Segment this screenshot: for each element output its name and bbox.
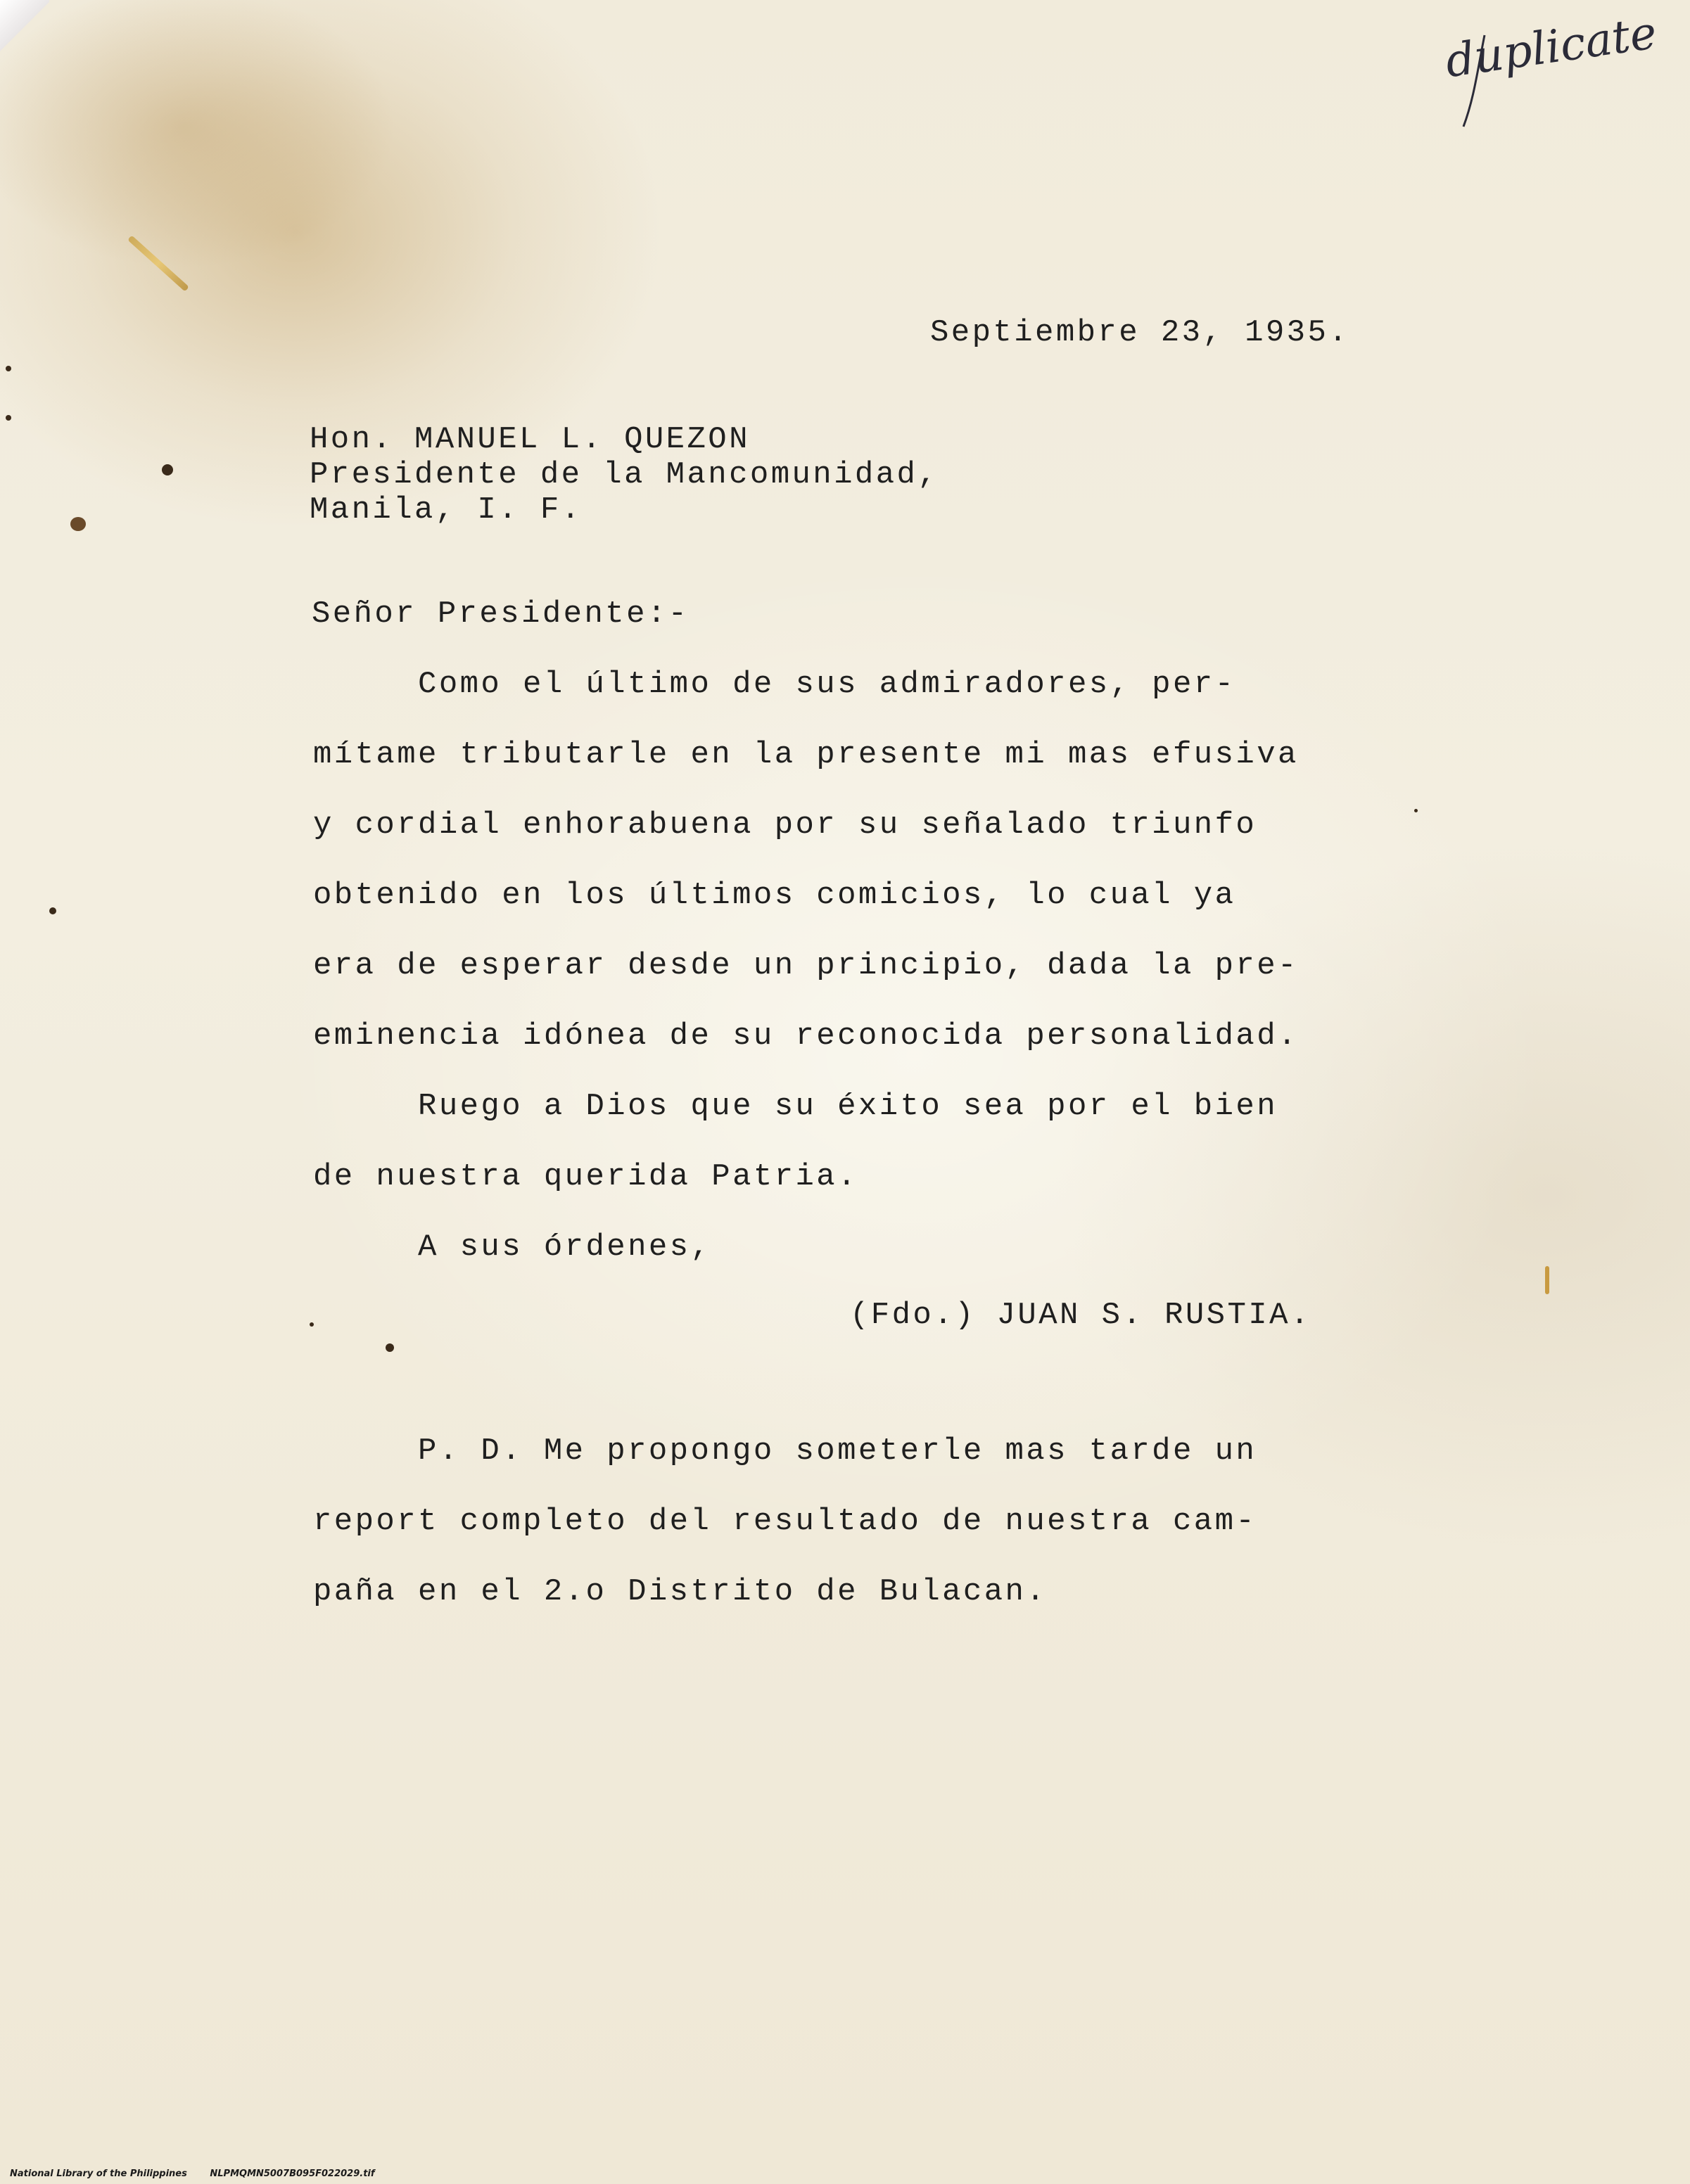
body-line: Como el último de sus admiradores, per- bbox=[313, 667, 1236, 702]
body-line: eminencia idónea de su reconocida personalidad. bbox=[313, 1018, 1299, 1054]
body-line: era de esperar desde un principio, dada la pre- bbox=[313, 948, 1299, 983]
paper-fiber bbox=[127, 235, 189, 291]
paper-speck bbox=[49, 907, 56, 914]
footer-file-id: NLPMQMN5007B095F022029.tif bbox=[210, 2169, 375, 2179]
signature: (Fdo.) JUAN S. RUSTIA. bbox=[850, 1298, 1311, 1333]
body-line: A sus órdenes, bbox=[313, 1230, 712, 1265]
letter-date: Septiembre 23, 1935. bbox=[930, 315, 1350, 350]
salutation: Señor Presidente:- bbox=[312, 596, 690, 632]
paper-speck bbox=[1414, 809, 1418, 812]
recipient-title: Presidente de la Mancomunidad, bbox=[310, 457, 939, 492]
recipient-location: Manila, I. F. bbox=[310, 492, 583, 528]
body-line: de nuestra querida Patria. bbox=[313, 1159, 858, 1194]
handwritten-duplicate-note: duplicate bbox=[1442, 7, 1660, 89]
paper-speck bbox=[70, 517, 86, 531]
folded-corner bbox=[0, 0, 49, 63]
paper-speck bbox=[310, 1322, 314, 1327]
body-line: y cordial enhorabuena por su señalado triunfo bbox=[313, 807, 1257, 843]
archive-footer bbox=[10, 2169, 395, 2179]
paper-speck bbox=[1545, 1266, 1549, 1294]
recipient-name: Hon. MANUEL L. QUEZON bbox=[310, 422, 750, 457]
paper-speck bbox=[162, 464, 173, 475]
body-line: Ruego a Dios que su éxito sea por el bien bbox=[313, 1089, 1278, 1124]
paper-speck bbox=[6, 415, 11, 421]
postscript-line: P. D. Me propongo someterle mas tarde un bbox=[313, 1433, 1257, 1469]
footer-institution: National Library of the Philippines bbox=[10, 2169, 187, 2179]
postscript-line: report completo del resultado de nuestra cam- bbox=[313, 1504, 1257, 1539]
body-line: mítame tributarle en la presente mi mas efusiva bbox=[313, 737, 1299, 772]
paper-speck bbox=[386, 1343, 394, 1352]
postscript-line: paña en el 2.o Distrito de Bulacan. bbox=[313, 1574, 1048, 1609]
paper-speck bbox=[6, 366, 11, 371]
body-line: obtenido en los últimos comicios, lo cual ya bbox=[313, 878, 1236, 913]
